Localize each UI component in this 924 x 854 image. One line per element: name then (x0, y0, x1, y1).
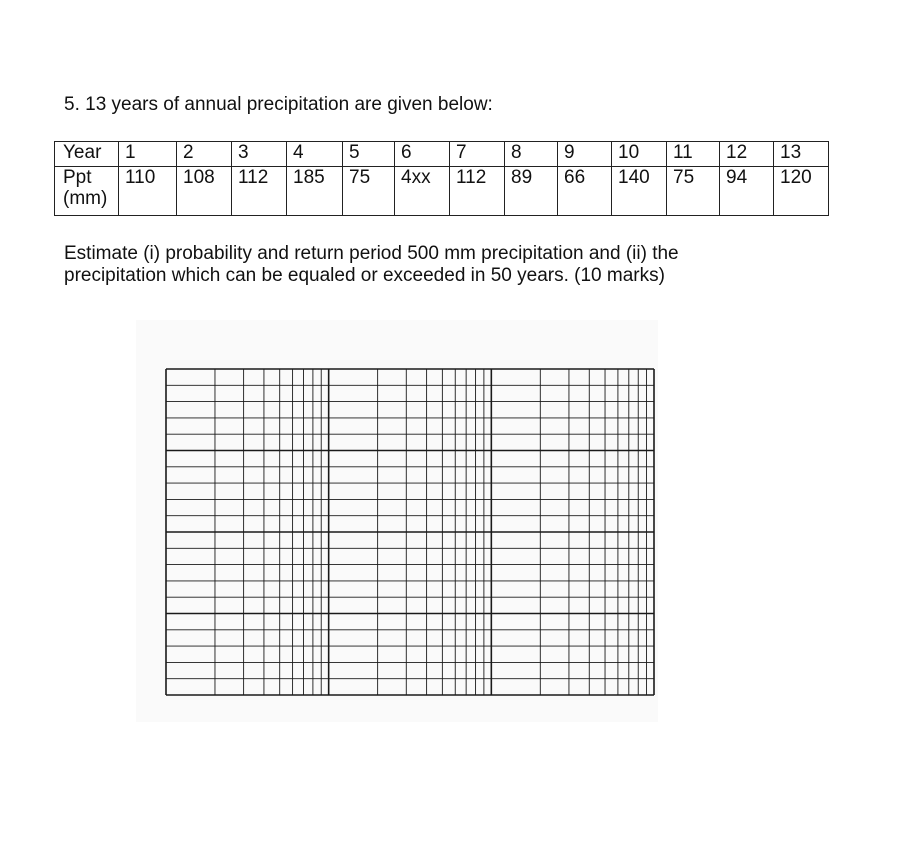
year-cell: 10 (612, 142, 667, 167)
task-line-2: precipitation which can be equaled or exceeded in 50 years. (10 marks) (64, 265, 665, 286)
ppt-label-line2: (mm) (63, 188, 108, 209)
task-instructions (64, 243, 844, 287)
ppt-cell: 94 (720, 167, 774, 216)
semi-log-grid (136, 320, 658, 722)
ppt-cell: 110 (119, 167, 177, 216)
year-cell: 12 (720, 142, 774, 167)
year-cell: 2 (177, 142, 232, 167)
ppt-cell: 120 (774, 167, 829, 216)
ppt-cell: 4xx (395, 167, 450, 216)
year-cell: 6 (395, 142, 450, 167)
year-cell: 9 (558, 142, 612, 167)
ppt-label (55, 167, 119, 216)
year-cell: 11 (667, 142, 720, 167)
year-cell: 13 (774, 142, 829, 167)
ppt-cell: 66 (558, 167, 612, 216)
question-heading: 5. 13 years of annual precipitation are given below: (64, 94, 493, 115)
ppt-cell: 75 (343, 167, 395, 216)
ppt-cell: 75 (667, 167, 720, 216)
year-cell: 8 (505, 142, 558, 167)
ppt-cell: 108 (177, 167, 232, 216)
ppt-cell: 185 (287, 167, 343, 216)
ppt-label-line1: Ppt (63, 167, 92, 188)
table-row-ppt (55, 167, 829, 216)
year-cell: 3 (232, 142, 287, 167)
task-line-1: Estimate (i) probability and return period 500 mm precipitation and (ii) the (64, 243, 679, 264)
precipitation-table (54, 141, 829, 216)
table-row-year (55, 142, 829, 167)
year-cell: 5 (343, 142, 395, 167)
ppt-cell: 112 (450, 167, 505, 216)
year-label: Year (55, 142, 119, 167)
ppt-cell: 112 (232, 167, 287, 216)
year-cell: 4 (287, 142, 343, 167)
year-cell: 1 (119, 142, 177, 167)
graph-paper (136, 320, 658, 722)
ppt-cell: 140 (612, 167, 667, 216)
ppt-cell: 89 (505, 167, 558, 216)
year-cell: 7 (450, 142, 505, 167)
